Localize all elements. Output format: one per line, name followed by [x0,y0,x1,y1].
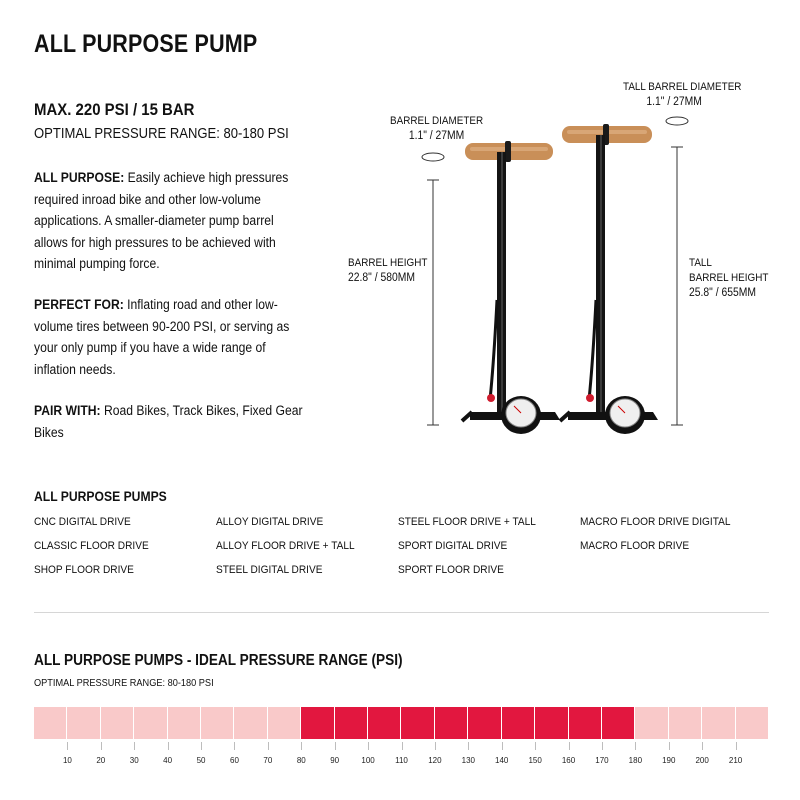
range-segment [101,707,134,739]
barrel-height-caption: BARREL HEIGHT [348,257,428,269]
pressure-range-bar [34,707,769,739]
pump-tall [560,124,658,434]
axis-tick-label: 120 [428,756,442,765]
all-purpose-text: Easily achieve high pressures required inroad bike and other low-volume applications. A smaller-diameter pump barrel allows for high pressures to be achieved with minimal pumping force. [34,170,289,271]
range-segment-optimal [401,707,434,739]
range-segment [67,707,100,739]
axis-tick [736,742,737,750]
axis-tick [201,742,202,750]
pump-item: SHOP FLOOR DRIVE [34,564,134,576]
range-segment [702,707,735,739]
axis-tick [168,742,169,750]
pump-item: CLASSIC FLOOR DRIVE [34,540,149,552]
axis-tick-label: 110 [395,756,408,765]
barrel-diameter-marker [422,153,444,161]
range-segment-optimal [502,707,535,739]
axis-tick-label: 180 [628,756,643,765]
axis-tick [402,742,403,750]
axis-tick [234,742,235,750]
range-segment-optimal [435,707,468,739]
range-segment [234,707,267,739]
axis-tick-label: 150 [528,756,542,765]
axis-tick [268,742,269,750]
optimal-range: OPTIMAL PRESSURE RANGE: 80-180 PSI [34,126,289,142]
axis-tick-label: 80 [296,756,306,765]
pump-item: ALLOY FLOOR DRIVE + TALL [216,540,355,552]
axis-tick [635,742,636,750]
axis-tick [67,742,68,750]
perfect-for-text: Inflating road and other low-volume tires between 90-200 PSI, or serving as your only pump if you have a wide range of inflation needs. [34,297,290,377]
page-title: ALL PURPOSE PUMP [34,30,258,58]
pump-item: ALLOY DIGITAL DRIVE [216,516,324,528]
axis-tick-label: 190 [662,756,676,765]
axis-tick-label: 200 [695,756,709,765]
pump-item: CNC DIGITAL DRIVE [34,516,131,528]
pump-standard [462,141,560,434]
axis-tick [368,742,369,750]
pump-item: MACRO FLOOR DRIVE [580,540,690,552]
axis-tick-label: 100 [361,756,375,765]
range-segment [635,707,668,739]
range-segment [34,707,67,739]
axis-tick-label: 40 [163,756,173,765]
range-segment-optimal [535,707,568,739]
all-purpose-label: ALL PURPOSE: [34,170,125,185]
range-segment-optimal [368,707,401,739]
axis-tick [502,742,503,750]
axis-tick [301,742,302,750]
range-segment-optimal [569,707,602,739]
max-pressure: MAX. 220 PSI / 15 BAR [34,100,195,119]
divider [34,612,769,613]
tall-barrel-diameter-caption: TALL BARREL DIAMETER [623,81,742,93]
axis-tick-label: 20 [96,756,106,765]
pump-item: STEEL DIGITAL DRIVE [216,564,323,576]
axis-tick [569,742,570,750]
range-segment [168,707,201,739]
axis-tick [535,742,536,750]
tall-barrel-height-value: 25.8" / 655MM [689,287,756,299]
axis-tick-label: 60 [230,756,239,765]
range-segment-optimal [468,707,501,739]
pump-item: SPORT DIGITAL DRIVE [398,540,508,552]
range-segment [669,707,702,739]
axis-tick-label: 10 [62,756,72,765]
axis-tick-label: 210 [728,756,743,765]
axis-tick [134,742,135,750]
perfect-for-label: PERFECT FOR: [34,297,124,312]
tall-barrel-diameter-marker [666,117,688,125]
pair-with-label: PAIR WITH: [34,403,101,418]
axis-tick-label: 140 [495,756,509,765]
tall-barrel-diameter-value: 1.1" / 27MM [646,96,702,108]
pair-with-text: Road Bikes, Track Bikes, Fixed Gear Bikes [34,403,303,440]
axis-tick-label: 30 [129,756,139,765]
tall-barrel-height-caption-1: TALL [689,257,712,269]
range-chart-subtitle: OPTIMAL PRESSURE RANGE: 80-180 PSI [34,678,214,689]
pump-item: STEEL FLOOR DRIVE + TALL [398,516,536,528]
range-segment-optimal [602,707,635,739]
axis-tick-label: 130 [461,756,475,765]
range-segment-optimal [335,707,368,739]
range-segment [201,707,234,739]
range-chart-title: ALL PURPOSE PUMPS - IDEAL PRESSURE RANGE (PSI) [34,652,403,669]
axis-tick-label: 70 [263,756,273,765]
pump-item: MACRO FLOOR DRIVE DIGITAL [580,516,731,528]
axis-tick-label: 170 [595,756,609,765]
axis-tick [468,742,469,750]
barrel-diameter-value: 1.1" / 27MM [408,130,465,142]
axis-tick [702,742,703,750]
pumps-list-title: ALL PURPOSE PUMPS [34,489,167,504]
axis-tick-label: 50 [196,756,206,765]
pump-item: SPORT FLOOR DRIVE [398,564,504,576]
tall-barrel-height-caption-2: BARREL HEIGHT [689,272,769,284]
axis-tick [602,742,603,750]
range-segment [736,707,769,739]
axis-tick [435,742,436,750]
axis-tick [335,742,336,750]
axis-tick [669,742,670,750]
barrel-diameter-caption: BARREL DIAMETER [390,115,484,127]
barrel-height-value: 22.8" / 580MM [348,272,415,284]
range-segment-optimal [301,707,334,739]
axis-tick [101,742,102,750]
axis-tick-label: 90 [330,756,340,765]
axis-tick-label: 160 [561,756,576,765]
range-segment [134,707,167,739]
range-segment [268,707,301,739]
